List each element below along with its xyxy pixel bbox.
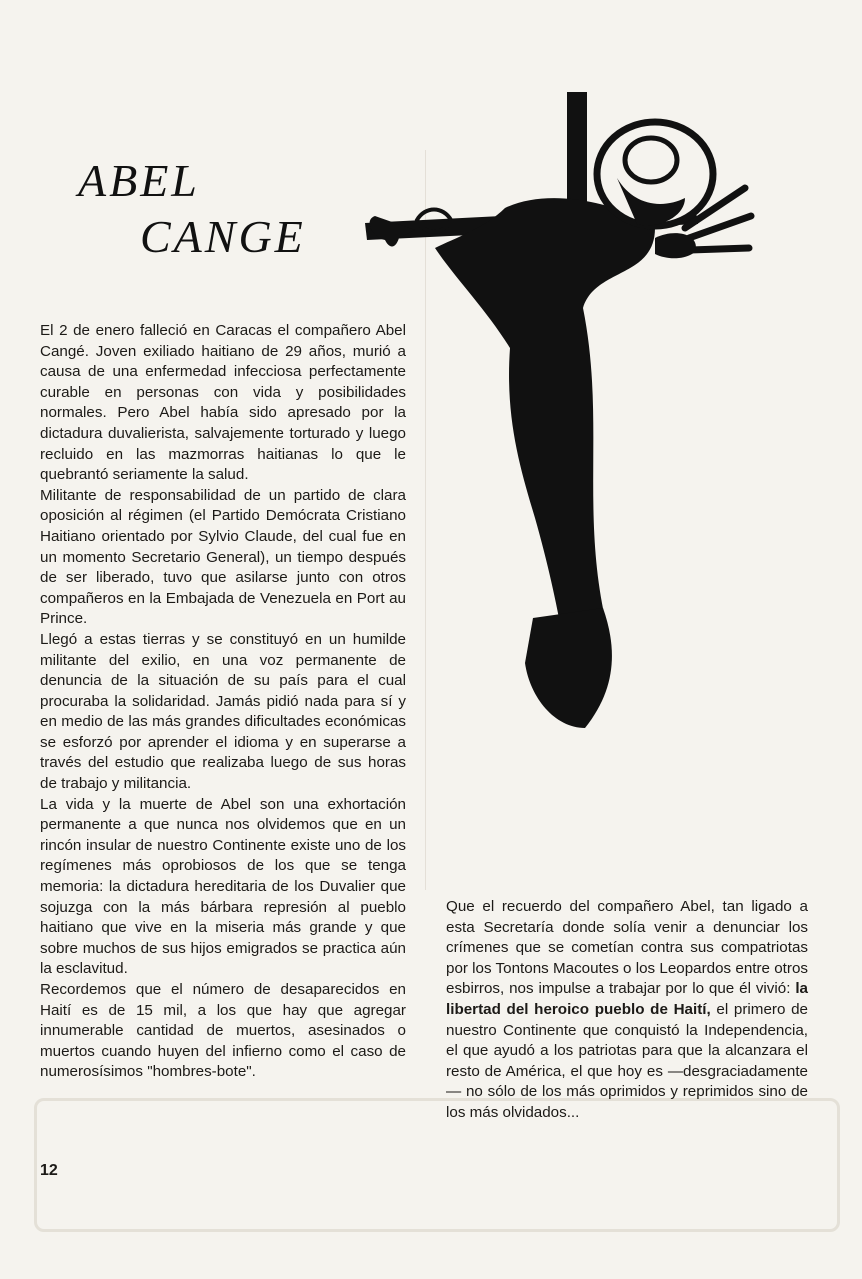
paragraph: El 2 de enero falleció en Caracas el compañero Abel Cangé. Joven exiliado haitiano de 29 años, murió a causa de una enfermedad infecciosa perfectamente curable en personas con vida y posibilidades normales. Pero Abel había sido apresado por la dictadura duvalierista, salvajemente torturado y luego recluido en las mazmorras haitianas lo que le quebrantó seriamente la salud. [40, 322, 406, 484]
scarecrow-body [435, 198, 655, 683]
closing-emphasis: la libertad del heroico pueblo de Haití, [446, 980, 808, 1018]
scarecrow-right-hand [655, 233, 696, 258]
closing-rest: el primero de nuestro Continente que conquistó la Independencia, el que ayudó a los patriotas para que la alcanzara el resto de América, el que hoy es —desgraciadamente— no sólo de los más oprimidos y reprimidos sino de los más olvidados... [446, 1000, 808, 1121]
paragraph: Llegó a estas tierras y se constituyó en un humilde militante del exilio, en una voz permanente de denuncia de la situación de su país para el cual procuraba la solidaridad. Jamás pidió nada para sí y en medio de las más grandes dificultades económicas se esforzó por aprender el idioma y en superarse a través del estudio que realizaba luego de sus horas de trabajo y militancia. [40, 630, 406, 793]
title-line-1: ABEL [78, 155, 200, 206]
right-column [446, 897, 808, 1124]
scarecrow-shovel-blade [525, 608, 612, 728]
paragraph: Recordemos que el número de desaparecidos en Haití es de 15 mil, a los que hay que agregar innumerable cantidad de muertos, asesinados o muertos cuando huyen del infierno como el caso de numerosísimos "hombres-bote". [40, 981, 406, 1081]
closing-intro: Que el recuerdo del compañero Abel, tan ligado a esta Secretaría donde solía venir a denunciar los crímenes que se cometían contra sus compatriotas por los Tontons Macoutes o los Leopardos entre otros esbirros, nos impulse a trabajar por lo que él vivió: [446, 898, 808, 998]
page-number: 12 [40, 1162, 58, 1179]
closing-paragraph [446, 897, 808, 1124]
scarecrow-left-hand [370, 216, 415, 247]
left-column [40, 321, 406, 1083]
paragraph: Militante de responsabilidad de un partido de clara oposición al régimen (el Partido Demócrata Cristiano Haitiano orientado por Sylvio Claude, del cual fue en un momento Secretario General), un tiempo después de ser liberado, tuvo que asilarse junto con otros compañeros en la Embajada de Venezuela en Port au Prince. [40, 486, 406, 628]
title-line-2: CANGE [140, 211, 306, 262]
scarecrow-illustration [355, 88, 755, 748]
paragraph: La vida y la muerte de Abel son una exhortación permanente a que nunca nos olvidemos que en un rincón insular de nuestro Continente existe uno de los regímenes más oprobiosos de los que se tenga memoria: la dictadura hereditaria de los Duvalier que sojuzga con la más bárbara represión al pueblo haitiano que vive en la miseria más grande y que sobre muchos de sus hijos emigrados se practica aún la esclavitud. [40, 795, 406, 978]
